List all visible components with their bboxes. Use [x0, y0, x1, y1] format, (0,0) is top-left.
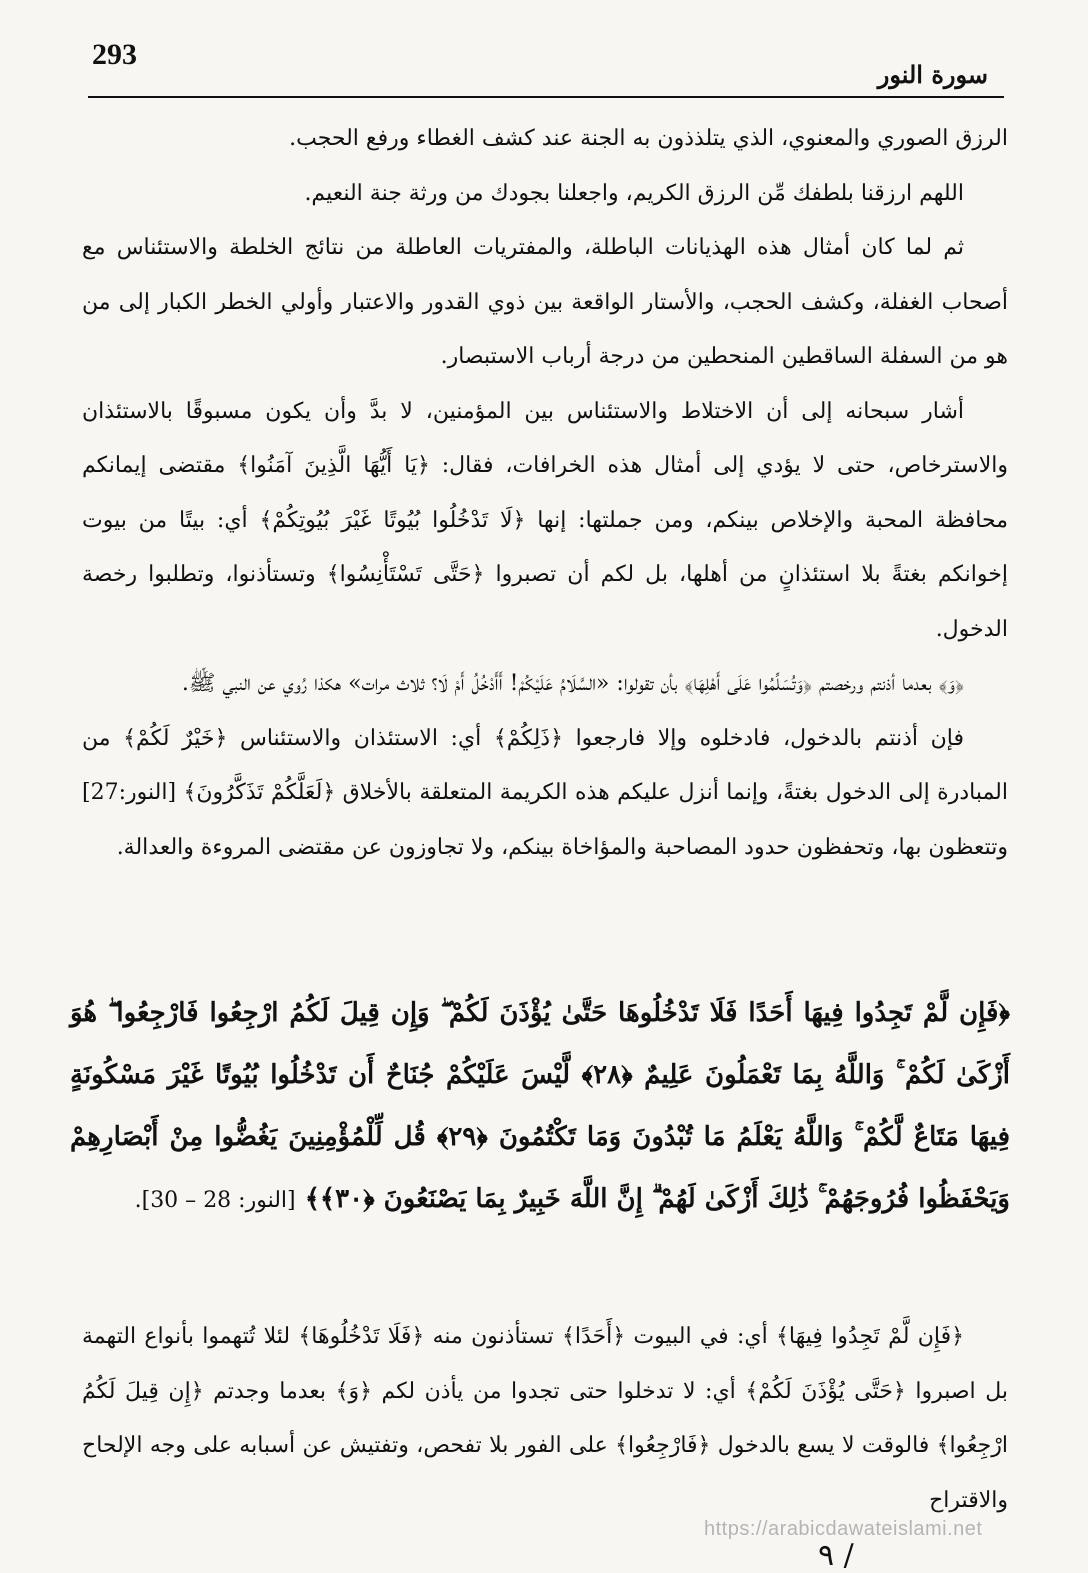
- page-number: 293: [92, 38, 137, 71]
- verse-reference: [النور: 28 – 30].: [134, 1188, 296, 1213]
- paragraph-3: ثم لما كان أمثال هذه الهذيانات الباطلة، والمفتريات العاطلة من نتائج الخلطة والاستئناس مع أصحاب الغفلة، وكشف الحجب، والأستار الواقعة بين ذوي القدور والاعتبار وأولي الخطر الكبار إلى من هو من السفلة الساقطين المنحطين من درجة أرباب الاستبصار.: [82, 235, 1008, 369]
- paragraph-4: أشار سبحانه إلى أن الاختلاط والاستئناس بين المؤمنين، لا بدَّ وأن يكون مسبوقًا بالاستئذان والاسترخاص، حتى لا يؤدي إلى أمثال هذه الخرافات، فقال: ﴿يَا أَيُّهَا الَّذِينَ آمَنُوا﴾ مقتضى إيمانكم محافظة المحبة والإخلاص بينكم، ومن جملتها: إنها ﴿لَا تَدْخُلُوا بُيُوتًا غَيْرَ بُيُوتِكُمْ﴾ أي: بيتًا من بيوت إخوانكم بغتةً بلا استئذانٍ من أهلها، بل لكم أن تصبروا ﴿حَتَّى تَسْتَأْنِسُوا﴾ وتستأذنوا، وتطلبوا رخصة الدخول.: [82, 398, 1008, 642]
- paragraph-5: ﴿وَ﴾ بعدما أذنتم ورخصتم ﴿وَتُسَلِّمُوا عَلَى أَهْلِهَا﴾ بأن تقولوا: «السَّلَامُ عَلَيْكُمْ! أَأَدْخُلُ أَمْ لَا؟ ثلاث مرات» هكذا رُوي عن النبي ﷺ.: [181, 671, 964, 696]
- paragraph-6: فإن أذنتم بالدخول، فادخلوه وإلا فارجعوا ﴿ذَلِكُمْ﴾ أي: الاستئذان والاستئناس ﴿خَيْرٌ لَكُمْ﴾ من المبادرة إلى الدخول بغتةً، وإنما أنزل عليكم هذه الكريمة المتعلقة بالأخلاق ﴿لَعَلَّكُمْ تَذَكَّرُونَ﴾ [النور:27] وتتعظون بها، وتحفظون حدود المصاحبة والمؤاخاة بينكم، ولا تجاوزون عن مقتضى المروءة والعدالة.: [82, 725, 1008, 860]
- page-mark: ٩ /: [818, 1538, 854, 1573]
- surah-title: سورة النور: [877, 60, 988, 89]
- body-text: [82, 112, 1008, 875]
- commentary-paragraph-1: ﴿فَإِن لَّمْ تَجِدُوا فِيهَا﴾ أي: في البيوت ﴿أَحَدًا﴾ تستأذنون منه ﴿فَلَا تَدْخُلُوهَا﴾ لئلا تُتهموا بأنواع التهمة بل اصبروا ﴿حَتَّى يُؤْذَنَ لَكُمْ﴾ أي: لا تدخلوا حتى تجدوا من يأذن لكم ﴿وَ﴾ بعدما وجدتم ﴿إِن قِيلَ لَكُمُ ارْجِعُوا﴾ فالوقت لا يسع بالدخول ﴿فَارْجِعُوا﴾ على الفور بلا تفحص، وتفتيش عن أسبابه على وجه الإلحاح والاقتراح: [82, 1324, 1008, 1513]
- paragraph-2: اللهم ارزقنا بلطفك مِّن الرزق الكريم، واجعلنا بجودك من ورثة جنة النعيم.: [304, 180, 964, 206]
- paragraph-1: الرزق الصوري والمعنوي، الذي يتلذذون به الجنة عند كشف الغطاء ورفع الحجب.: [289, 126, 1008, 151]
- verse-text: ﴿فَإِن لَّمْ تَجِدُوا فِيهَا أَحَدًا فَلَا تَدْخُلُوهَا حَتَّىٰ يُؤْذَنَ لَكُمْ ۖ وَإِن قِيلَ لَكُمُ ارْجِعُوا فَارْجِعُوا ۖ هُوَ أَزْكَىٰ لَكُمْ ۚ وَاللَّهُ بِمَا تَعْمَلُونَ عَلِيمٌ ﴿٢٨﴾ لَّيْسَ عَلَيْكُمْ جُنَاحٌ أَن تَدْخُلُوا بُيُوتًا غَيْرَ مَسْكُونَةٍ فِيهَا مَتَاعٌ لَّكُمْ ۚ وَاللَّهُ يَعْلَمُ مَا تُبْدُونَ وَمَا تَكْتُمُونَ ﴿٢٩﴾ قُل لِّلْمُؤْمِنِينَ يَغُضُّوا مِنْ أَبْصَارِهِمْ وَيَحْفَظُوا فُرُوجَهُمْ ۚ ذَٰلِكَ أَزْكَىٰ لَهُمْ ۗ إِنَّ اللَّهَ خَبِيرٌ بِمَا يَصْنَعُونَ ﴿٣٠﴾﴾: [70, 998, 1010, 1214]
- commentary-text: [82, 1310, 1008, 1528]
- header-divider: [88, 96, 1004, 98]
- watermark-url: https://arabicdawateislami.net: [704, 1518, 983, 1540]
- quran-verses: [70, 982, 1010, 1232]
